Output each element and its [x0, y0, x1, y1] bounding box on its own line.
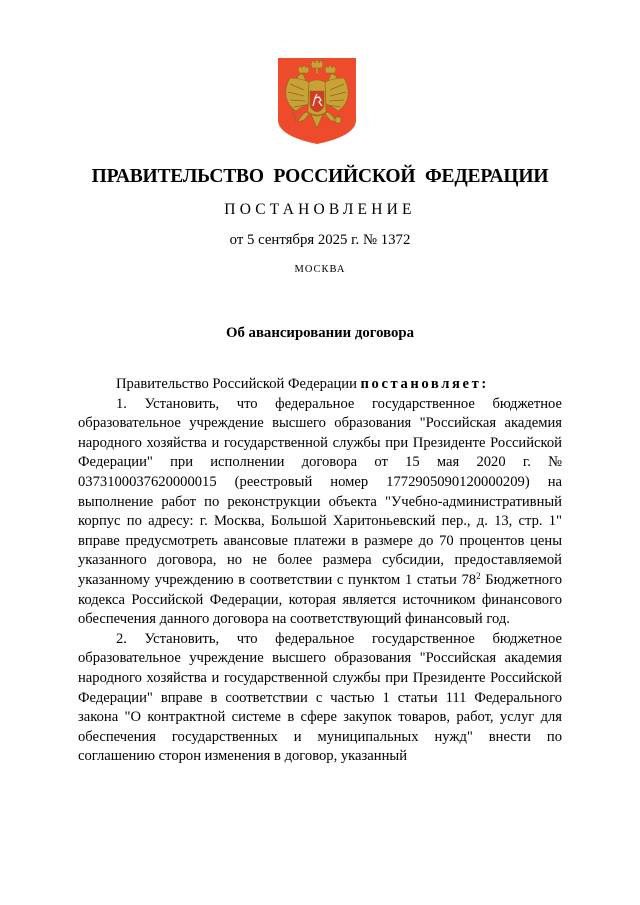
intro-verb: постановляет:: [360, 376, 489, 392]
document-body: [78, 375, 562, 767]
document-city: МОСКВА: [294, 264, 346, 275]
document-subject: Об авансировании договора: [225, 325, 415, 341]
paragraph-1: [78, 395, 562, 630]
document-date-number: от 5 сентября 2025 г. № 1372: [229, 232, 411, 248]
paragraph-2: [78, 630, 562, 767]
paragraph-1-text-b: Бюджетного кодекса Российской Федерации, которая является источником финансового обеспечения данного договора на соответствующий финансовый год.: [78, 571, 562, 628]
intro-paragraph: [78, 375, 562, 395]
paragraph-1-superscript: 2: [476, 570, 481, 581]
paragraph-1-text-a: 1. Установить, что федеральное государственное бюджетное образовательное учреждение высшего образования "Российская академия народного хозяйства и государственной службы при Президенте Российской Федерации" при исполнении договора от 15 мая 2020 г. № 0373100037620000015 (реестровый номер 1772905090120000209) на выполнение работ по реконструкции объекта "Учебно-административный корпус по адресу: г. Москва, Большой Харитоньевский пер., д. 13, стр. 1" вправе предусмотреть авансовые платежи в размере до 70 процентов цены указанного договора, но не более размера субсидии, предоставляемой указанному учреждению в соответствии с пунктом 1 статьи 78: [78, 395, 562, 588]
coat-of-arms-icon: [276, 56, 358, 146]
government-title: ПРАВИТЕЛЬСТВО РОССИЙСКОЙ ФЕДЕРАЦИИ: [91, 166, 549, 187]
paragraph-2-text: 2. Установить, что федеральное государственное бюджетное образовательное учреждение высшего образования "Российская академия народного хозяйства и государственной службы при Президенте Российской Федерации" вправе в соответствии с частью 1 статьи 111 Федерального закона "О контрактной системе в сфере закупок товаров, работ, услуг для обеспечения государственных и муниципальных нужд" внести по соглашению сторон изменения в договор, указанный: [78, 630, 562, 765]
intro-text: Правительство Российской Федерации: [116, 376, 361, 392]
document-type: ПОСТАНОВЛЕНИЕ: [224, 201, 416, 218]
